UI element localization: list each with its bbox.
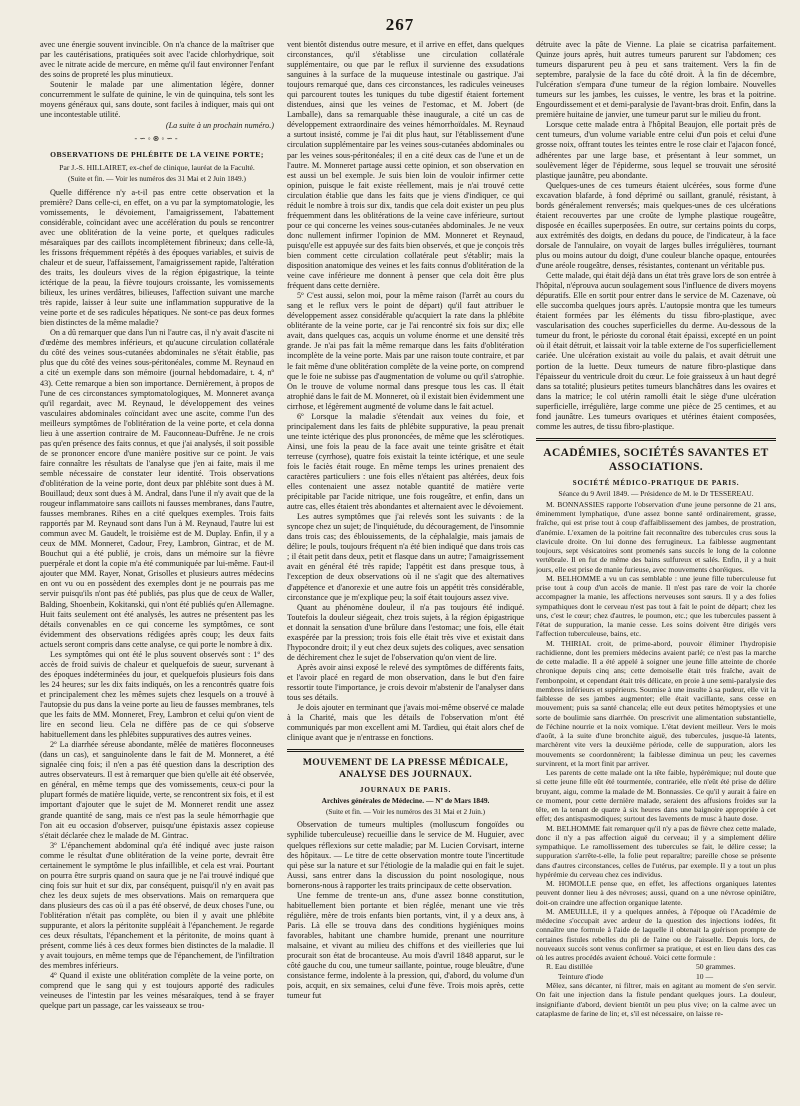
section-rule-bottom bbox=[287, 751, 524, 752]
column-left bbox=[40, 40, 274, 1090]
article-reference: (Suite et fin. — Voir les numéros des 31 Mai et 2 Juin 1849.) bbox=[68, 173, 246, 183]
prescription-line: Teinture d'iode 10 — bbox=[558, 971, 714, 981]
paragraph: M. BELHOMME a vu un cas semblable : une jeune fille tuberculeuse fut prise tout à coup d'un accès de manie. Il n'est pas rare de voir la chorée accompagner la manie, les affections nerveuses sont sœurs. Il y a des folies sympathiques dont le cerveau n'est pas tout à fait le point de départ; chez les uns, c'est le cœur; chez d'autres, le poumon, etc.; que les tubercules passent à l'état de suppuration, la manie cesse. Les soins doivent être dirigés vers l'affection tuberculeuse, bains, etc. bbox=[536, 573, 776, 639]
paragraph: M. BELHOMME fait remarquer qu'il n'y a pas de fièvre chez cette malade, donc il n'y a pas affection aiguë du cerveau; il y a simplement délire sympathique. Le ramollissement des tubercules se fait, le délire cesse; la suppuration s'arrête-t-elle, la folie peut reparaître; pareille chose se présente dans d'autres circonstances, celles de l'utérus, par exemple. Il y a tout un plus hypérémie du cerveau chez ces individus. bbox=[536, 823, 776, 879]
paragraph: 6º Lorsque la maladie s'étendait aux veines du foie, et principalement dans les faits de phlébite suppurative, la peau prenait une teinte ictérique des plus prononcées, de même que les sclérotiques. Ainsi, une fois la peau de la face avait une teinte grisâtre et était terreuse (cyrrhose), quatre fois existait la teinte ictérique, et une seule fois le faciès était rouge. En même temps les urines prenaient des caractères particuliers : une fois elles n'étaient pas altérées, deux fois elles contenaient une assez notable quantité de matière verte précipitable par l'acide nitrique, une fois rougeâtre, et enfin, dans un autre cas, elles étaient très abondantes et alternaient avec le dévoiement. bbox=[287, 411, 524, 512]
column-right bbox=[536, 40, 776, 1090]
paragraph: Lorsque cette malade entra à l'hôpital Beaujon, elle portait près de cent tumeurs, d'un volume variable entre celui d'un pois et celui d'une grosse noix, offrant toutes les teintes entre le rose clair et l'ajacon foncé, adhérentes par une large base, et présentant à leur sommet, un soulèvement léger de l'épiderme, sous lequel se trouvait une sérosité plastique jaunâtre, peu abondante. bbox=[536, 120, 776, 180]
ornament-divider: -∽◦⊛◦∽- bbox=[134, 134, 180, 144]
article-byline: Par J.-S. HILLAIRET, ex-chef de clinique, lauréat de la Faculté. bbox=[59, 162, 255, 172]
session-line: Séance du 9 Avril 1849. — Présidence de M. le Dr TESSEREAU. bbox=[558, 488, 754, 498]
paragraph: Les autres symptômes que j'ai relevés sont les suivants : de la syncope chez un sujet; de l'inquiétude, du découragement, de l'insomnie dans trois cas; des éblouissements, de la céphalalgie, mais jamais de délire; le pouls, toujours fréquent n'a été bien indiqué que dans trois cas ; il était petit dans deux, petit et flasque dans un autre; l'amaigrissement avait en général été très rapide; l'appétit est dans presque tous, à l'exception de deux observations où il ne s'agit que des alternatives d'appétence et d'anorexie et une autre fois un appétit très considérable, circonstance que je m'explique peu; la soif était toujours assez vive. bbox=[287, 512, 524, 602]
paragraph: Observation de tumeurs multiples (molluscum fongoïdes ou syphilide tuberculeuse) recueillie dans le service de M. Huguier, avec quelques réflexions sur cette maladie; par M. Lucien Corvisart, interne des hôpitaux. — Le titre de cette observation montre toute l'incertitude qui pèse sur la nature et sur l'étiologie de la maladie qui en fait le sujet. Aussi, sans entrer dans la discussion du point nosologique, nous bornerons-nous à rapporter les traits principaux de cette observation. bbox=[287, 820, 524, 890]
paragraph: Quelques-unes de ces tumeurs étaient ulcérées, sous forme d'une excavation blafarde, à fond déprimé ou saillant, granulé, résistant, à bords généralement renversés; mais quelques-unes de ces ulcérations étaient recouvertes par une croûte de lymphe plastique rougeâtre, disposée en écailles superposées. En outre, sur certains points du corps, aux extrémités des doigts, en dedans du pouce, de l'indicateur, à la face dorsale de l'annulaire, on voyait de larges bulles irrégulières, tournant plus ou moins autour du doigt, d'une couleur blanche opaque, entourées d'une aréole rougeâtre, denses, résistantes, contenant un véritable pus. bbox=[536, 180, 776, 271]
paragraph: 2º La diarrhée séreuse abondante, mêlée de matières floconneuses (dans un cas), et sanguinolente dans le fait de M. Monneret, a été signalée cinq fois; il n'en a pas été question dans la description des autres observateurs. Il est à remarquer que bien qu'elle ait été observée, en général, en même temps que des vomissements, ceux-ci pour la plupart formés de matière liquide, verte, se rencontrent six fois, et il est important d'ajouter que le sujet de M. Monneret rendit une assez grande quantité de sang, mais ce n'est pas la seule hémorrhagie que l'on ait eu occasion d'observer, puisqu'une épistaxis assez copieuse s'était déclarée chez le malade de M. Gintrac. bbox=[40, 740, 274, 840]
paragraph: Quelle différence n'y a-t-il pas entre cette observation et la première? Dans celle-ci, en effet, on a vu par la symptomatologie, les vomissements, le dévoiement, l'amaigrissement, l'abattement considérable, coïncidant avec une accélération du pouls se rencontrer avec une oblitération de la veine porte, et quelques radicules mésaraïques par des caillots incomplètement fibrineux; dans celle-là, les frissons fréquemment répétés à des époques variables, et suivis de chaleur et de sueur, l'affaissement, l'amaigrissement rapide, l'altération des traits, les douleurs vives de la région épigastrique, la teinte ictérique de la peau, la fièvre toujours croissante, les vomissements bilieux, les urines verdâtres, bilieuses, l'affection suivant une marche très rapide, laisser à leur suite une inflammation suppurative de la veine porte et de ses radicules hépatiques. Ne sont-ce pas deux formes bien distinctes de la même maladie? bbox=[40, 187, 274, 328]
society-name: SOCIÉTÉ MÉDICO-PRATIQUE DE PARIS. bbox=[572, 478, 740, 487]
continuation-note: (La suite à un prochain numéro.) bbox=[165, 121, 274, 131]
paragraph: Les symptômes qui ont été le plus souvent observés sont : 1º des accès de froid suivis de chaleur et quelquefois de sueur, survenant à des époques indéterminées du jour, et quelquefois plusieurs fois dans les 24 heures; sur les dix faits indiqués, on les a rencontrés quatre fois et principalement chez les mêmes sujets chez lesquels on a trouvé à l'autopsie du pus dans la veine porte au lieu de fausses membranes, tels que les faits de MM. Monneret, Frey, Lambron et celui qu'on vient de lire en second lieu. Cela ne diffère pas de ce qui s'observe habituellement dans les phlébites suppuratives des autres veines. bbox=[40, 649, 274, 740]
section-rule-top bbox=[536, 438, 776, 439]
paragraph: Je dois ajouter en terminant que j'avais moi-même observé ce malade à la Charité, mais que les détails de l'observation m'ont été communiqués par mon excellent ami M. Tardieu, qui était alors chef de clinique avant que je n'entrasse en fonctions. bbox=[287, 703, 524, 743]
page-number: 267 bbox=[385, 15, 415, 34]
paragraph: Cette malade, qui était déjà dans un état très grave lors de son entrée à l'hôpital, n'éprouva aucun soulagement sous l'influence de divers moyens dépuratifs. Elle en sortit pour entrer dans le service de M. Cazenave, où elle succomba quelques jours après. L'autopsie montra que les tumeurs étaient formées par les éléments du tissu fibro-plastique, avec vascularisation des couches superficielles du derme. Au-dessous de la tumeur du front, le périoste du coronal était épaissi, excepté en un point où il était détruit, et laissait voir la table externe de l'os superficiellement cariée. Une ulcération existait au voile du palais, et avait détruit une portion de la luette. Deux tumeurs de nature fibro-plastique dans l'épaisseur du ventricule droit du cœur. Le foie graisseux à un haut degré dans sa totalité; plusieurs petites tumeurs blanchâtres dans les ovaires et dans la matrice; le col utérin ramolli était le siège d'une ulcération superficielle, irrégulière, large comme une pièce de 25 centimes, et au fond jaunâtre. Les tumeurs ovariques et utérines étaient composées, comme les autres, de tissu fibro-plastique. bbox=[536, 271, 776, 431]
paragraph: Les parents de cette malade ont la tête faible, hypérémique; nul doute que si cette jeune fille eût été tourmentée, contrariée, elle n'eût été prise de délire bruyant, aigu, comme la malade de M. Bonnassies. Ce qu'il y aurait à faire en ce moment, pour cette dernière malade, seraient des affusions froides sur la tête, en la tenant de quatre à six heures dans une baignoire appropriée à cet effet; des antispasmodiques; surtout des lavements de musc à haute dose. bbox=[536, 768, 776, 824]
paragraph: M. THIRIAL croit, de prime-abord, pouvoir éliminer l'hydropisie rachidienne, dont les premiers médecins avaient parlé; ce n'est pas la marche de cette maladie. Il a été appelé à soigner une jeune fille atteinte de chorée chronique depuis cinq ans; cette demoiselle était très fraîche, avait de l'embonpoint, et cependant était très délicate, en proie à une semi-paralysie des membres inférieurs et supérieurs. Soumise à une insulte à sa pudeur, elle vit la faiblesse de ses jambes augmenter; elle était vacillante, sans cesse en mouvement; puis sa santé chancela; elle eut deux petites hémoptysies et une sorte de boulimie sans diarrhée. On prescrivit une alimentation substantielle, de l'échine nourrie et la noix vomique. L'état devient meilleur. Vers le mois d'août, à la suite d'une bronchite aiguë, des tubercules, jusque-là latents, marchèrent vite vers la deuxième période, celle de suppuration, alors les mouvements se coordonnèrent; la faiblesse diminua un peu; les cavernes survinrent, et la mort finit par arriver. bbox=[536, 638, 776, 768]
section-rule-top bbox=[287, 749, 524, 750]
paragraph: Mêlez, sans décanter, ni filtrer, mais en agitant au moment de s'en servir. On fait une injection dans la fistule pendant quelques jours. La douleur, insignifiante d'abord, devient bientôt un peu plus vive; on la calme avec un cataplasme de farine de lin; et, s'il est nécessaire, on laisse re- bbox=[536, 981, 776, 1018]
paragraph: M. HOMOLLE pense que, en effet, les affections organiques latentes peuvent donner lieu à des névroses; aussi, quand on a une névrose opiniâtre, doit-on craindre une affection organique latente. bbox=[536, 879, 776, 907]
journal-reference: (Suite et fin. — Voir les numéros des 31 Mai et 2 Juin.) bbox=[325, 808, 486, 817]
section-title: ACADÉMIES, SOCIÉTÉS SAVANTES ET ASSOCIATIONS. bbox=[543, 446, 769, 473]
article-heading: OBSERVATIONS DE PHLÉBITE DE LA VEINE PORTE; bbox=[50, 150, 264, 160]
paragraph: Soutenir le malade par une alimentation légère, donner concurremment le sulfate de quinine, le vin de quinquina, tels sont les moyens généraux qui, sans doute, sont faciles à indiquer, mais qui ont une incontestable utilité. bbox=[40, 80, 274, 120]
section-title: MOUVEMENT DE LA PRESSE MÉDICALE, ANALYSE DES JOURNAUX. bbox=[302, 757, 509, 781]
paragraph: détruite avec la pâte de Vienne. La plaie se cicatrisa parfaitement. Quinze jours après, huit autres tumeurs parurent sur l'abdomen; ces tumeurs disparurent peu à peu et sans traitement. Vers la fin de septembre, paralysie de la face du côté droit. À la fin de décembre, l'ulcération s'empara d'une tumeur de la région lombaire. Nouvelles tumeurs sur les jambes, les cuisses, le ventre, les bras et la poitrine. Engourdissement et et demi-paralysie de l'avant-bras droit. Enfin, dans la première huitaine de janvier, une tumeur parut sur le milieu du front. bbox=[536, 40, 776, 120]
paragraph: M. BONNASSIES rapporte l'observation d'une jeune personne de 21 ans, éminemment lymphatique, d'une assez bonne santé ordinairement, grasse, fraîche, qui est prise tout à coup d'affaiblissement des jambes, de prostration, d'anémie. L'examen de la poitrine fait reconnaître des tubercules crus sous la clavicule droite. On lui donne des ferrugineux. La faiblesse augmentant toujours, sept vésicatoires sont promenés sans succès le long de la colonne vertébrale. Il en fut de même des bains sulfureux et salés. Enfin, il y a huit jours, elle est prise de manie furieuse, avec mouvements choréiques. bbox=[536, 499, 776, 574]
column-middle bbox=[287, 40, 524, 1090]
paragraph: On a dû remarquer que dans l'un ni l'autre cas, il n'y avait d'ascite ni d'œdème des membres inférieurs, et qu'aucune circulation collatérale du côté des veines sous-cutanées abdominales ne s'était établie, pas plus que du côté des veines sous-péritonéales, comme M. Reynaud en a cité un exemple dans son mémoire (journal hebdomadaire, t. 4, nº 43). Cette remarque a bien son importance. Dernièrement, à propos de l'une de ces circonstances symptomatologiques, M. Monneret avança qu'il regardait, avec M. Reynaud, le développement des veines vasculaires abdominales coïncidant avec une ascite, comme l'un des meilleurs symptômes de l'oblitération de la veine porte, et cela donna lieu à une assertion contraire de M. Fauconneau-Dufrêne. Je ne crois pas qu'en présence des faits connus, et que j'ai analysés, il soit possible de se prononcer encore d'une manière positive sur ce point. Je vais faire connaître les résultats de l'analyse que j'en ai faite, mais il me semble nécessaire de constater leur identité. Trois observations d'oblitération de la veine porte, dont deux par phlébite sont dues à M. Bouillaud; deux sont dues à M. Andral, dans l'une il n'y avait que de la rougeur inflammatoire sans caillots ni fausses membranes, dans l'autre, fausses membranes. Rihes en a cité quelques exemples. Trois faits rapportés par M. Reynaud sont dans l'un à M. Reynaud, l'autre lui est commun avec M. Gaudelt, le troisième est de M. Duplay. Enfin, il y a ceux de MM. Monneret, Cadour, Frey, Lambron, Gintrac, et de M. Bouchut qui a été publié, je crois, dans un mémoire sur la fièvre puerpérale et dont la copie m'a été communiquée par lui-même. Faut-il ajouter que MM. Rayer, Nonat, Grisolles et plusieurs autres médecins en ont vu ou en possèdent des exemples dont je ne pourrais pas me servir puisqu'ils n'ont pas été publiés, pas plus que de ceux de Waller, Balding, Shoenbein, Kokitanski, qui n'ont été publiés qu'en Allemagne. Huit faits seulement ont été analysés, les autres ne présentent pas les détails convenables en ce qui concerne les symptômes, ce sont évidemment des observations rédigées après coup; les deux faits actuels seront compris dans cette analyse, ce qui porte le nombre à dix. bbox=[40, 328, 274, 649]
paragraph: vent bientôt distendus outre mesure, et il arrive en effet, dans quelques circonstances, qu'il s'établisse une circulation collatérale supplémentaire, ou que par le reflux il survienne des exsudations sanguines à la surface de la muqueuse intestinale ou gastrique. J'ai toujours remarqué que, dans ces circonstances, les radicules veineuses qui parcourent toutes les tuniques du tube digestif étaient fortement distendues, ainsi que les veines de l'estomac, et M. Jobert (de Lamballe), dans sa remarquable thèse inaugurale, a cité un cas de développement extraordinaire des veines hémorrhoïdales. M. Reynaud a surtout insisté, comme je l'ai dit plus haut, sur l'établissement d'une circulation supplémentaire par les veines sous-cutanées abdominales ou par les veines sous-péritonéales; il en a cité deux cas de l'une et un de l'autre. M. Monneret partage aussi cette opinion, et son observation en est aussi un bel exemple. Je suis bien loin de vouloir infirmer cette opinion, puisque le fait existe réellement, mais je n'ai trouvé cette circulation établie que dans les faits que je viens d'indiquer, ce qui réduit le nombre à trois sur dix, tandis que cela doit exister un peu plus fréquemment dans les oblitérations de la veine cave inférieure, surtout pour ce qui concerne les veines sous-cutanées abdominales. Je ne veux donc nullement infirmer l'opinion de MM. Monneret et Reynaud, puisqu'elle est appuyée sur des faits bien observés, et que je conçois très bien comment cette circulation collatérale peut s'établir; mais la disposition anatomique des veines et les faits connus d'oblitération de la veine cave inférieure me donnent à penser que cela doit être plus fréquent dans cette dernière. bbox=[287, 40, 524, 291]
paragraph: 5º C'est aussi, selon moi, pour la même raison (l'arrêt au cours du sang et le reflux vers le point de départ) qu'il faut attribuer le développement assez considérable qu'acquiert la rate dans la phlébite oblitérante de la veine porte, car je l'ai rencontré six fois sur dix; elle avait, dans quelques cas, acquis un volume énorme et une densité très grande. Je n'ai pas fait la même remarque dans les faits d'oblitération incomplète de la veine porte. Mais par une raison toute contraire, et par le fait même d'une oblitération complète de la veine porte, on comprend que le foie ne subisse pas d'augmentation de volume ou qu'il s'atrophie. On le trouve de volume normal dans presque tous les cas. Il était atrophié dans le fait de M. Monneret, où il existait bien évidemment une cirrhose, et légèrement augmenté de volume dans le fait actuel. bbox=[287, 291, 524, 411]
journal-name: Archives générales de Médecine. — Nº de Mars 1849. bbox=[321, 796, 490, 806]
paragraph: M. AMEUILLE, il y a quelques années, à l'époque où l'Académie de médecine s'occupait avec ardeur de la question des injections iodées, fit connaître une formule à l'aide de laquelle il obtenait la guérison prompte de certaines fistules rebelles du pli de l'aine ou de l'aisselle. Depuis lors, de nouveaux succès sont venus confirmer sa pratique, et est en lieu dans des cas où les autres procédés avaient échoué. Voici cette formule : bbox=[536, 906, 776, 963]
paragraph: Après avoir ainsi exposé le relevé des symptômes de différents faits, et l'avoir placé en regard de mon observation, dans le but d'en faire ressortir toute l'importance, je crois devoir m'abstenir de l'analyser dans tous ses détails. bbox=[287, 662, 524, 703]
paragraph: Une femme de trente-un ans, d'une assez bonne constitution, habituellement bien portante et bien réglée, menant une vie très régulière, mère de trois enfants bien portants, vint, il y a deux ans, à Paris. Là elle se trouva dans des conditions hygiéniques moins favorables, habitant une chambre humide, prenant une nourriture malsaine, et vivant au milieu des chiffons et des vieilleries que lui procurait son état de brocanteuse. Au mois d'avril 1848 apparut, sur le côté gauche du cou, une tumeur saillante, pointue, rouge bleuâtre, d'une consistance ferme, indolente à la pression, qui, d'abord, du volume d'un pois, acquit, en six semaines, celui d'une fève. Trois mois après, cette tumeur fut bbox=[287, 890, 524, 1001]
section-rule-bottom bbox=[536, 440, 776, 441]
journal-group-heading: JOURNAUX DE PARIS. bbox=[359, 786, 452, 795]
paragraph: avec une énergie souvent invincible. On n'a chance de la maîtriser que par les cautérisations, pratiquées soit avec l'acide chlorhydrique, soit avec le nitrate acide de mercure, en même qu'il faut environner l'enfant des soins de propreté les plus minutieux. bbox=[40, 40, 274, 80]
paragraph: 3º L'épanchement abdominal qu'a été indiqué avec juste raison comme le résultat d'une oblitération de la veine porte, devrait être certainement le symptôme le plus infaillible, et cela est vrai. Pourtant on pourra être surpris quand on saura que je ne l'ai trouvé indiqué que cinq fois sur huit et sur dix, par conséquent, puisqu'il n'y en avait pas chez les deux sujets de mes observations. Mais on remarquera que dans plusieurs des cas où il a pas été observé, de deux choses l'une, ou l'oblitération n'était pas complète, ou bien il y avait une phlébite suppurante, et alors la péritonite suppléait à l'épanchement. Je regarde ces deux résultats, l'épanchement et la péritonite, de moins quant à présent, comme liés à ces deux formes bien distinctes de la maladie. Il y avait toujours, en même temps que de l'épanchement, de l'infiltration des membres inférieurs. bbox=[40, 840, 274, 971]
paragraph: Quant au phénomène douleur, il n'a pas toujours été indiqué. Toutefois la douleur siégeait, chez trois sujets, à la région épigastrique et donnait la sensation d'une brûlure dans l'estomac; une fois, elle était exaspérée par la pression; trois fois elle était très vive et existait dans l'hypocondre droit; il y eut chez deux sujets des coliques, avec sensation de déchirement chez le sujet de l'observation qu'on vient de lire. bbox=[287, 602, 524, 662]
paragraph: 4º Quand il existe une oblitération complète de la veine porte, on comprend que le sang qui y est toujours apporté des radicules veineuses de l'intestin par les veines mésaraïques, tend à se frayer quelque part un passage, car les vaisseaux se trou- bbox=[40, 971, 274, 1011]
prescription-line: R. Eau distillée 50 grammes. bbox=[546, 962, 736, 972]
